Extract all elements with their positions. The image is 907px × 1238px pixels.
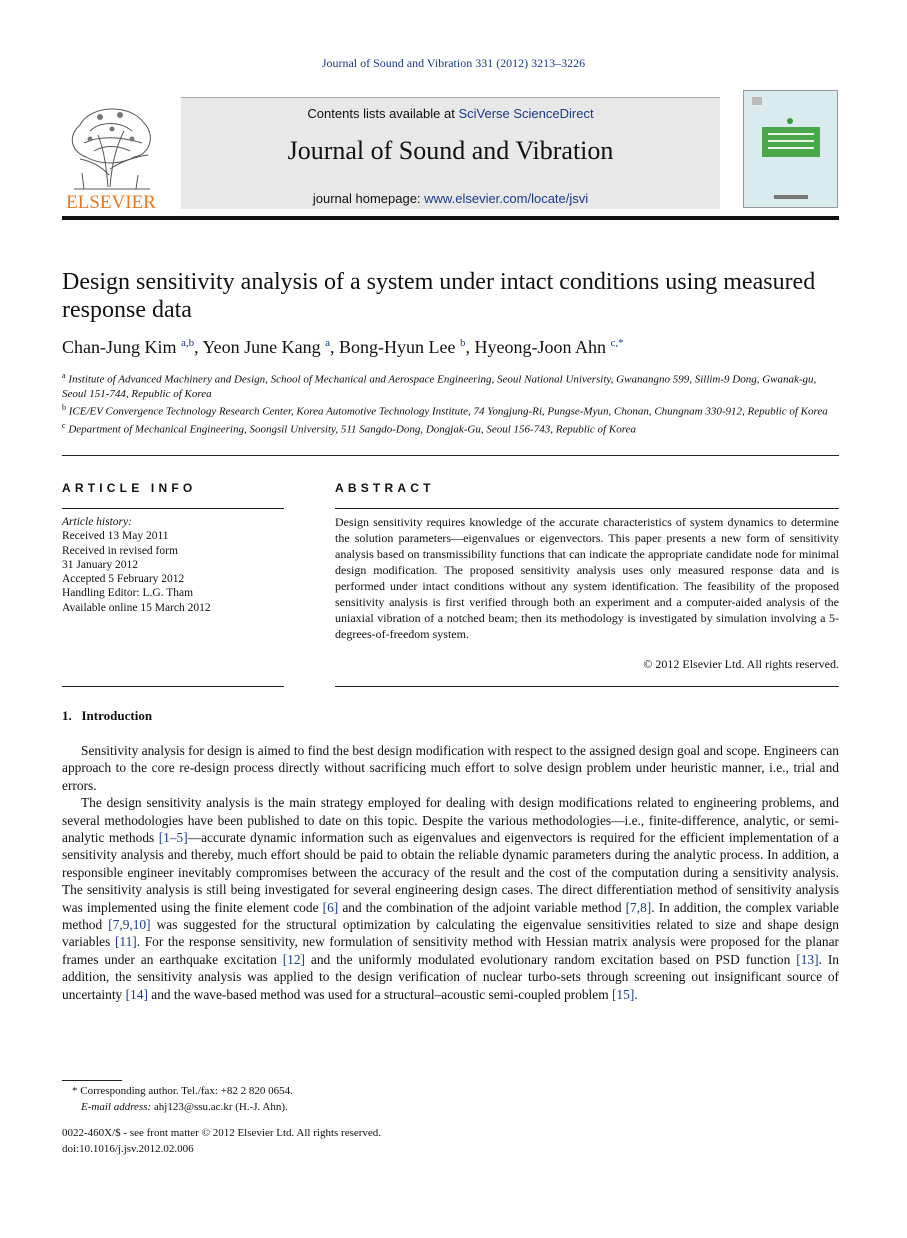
affiliation-mark: c: [62, 421, 66, 431]
front-matter: 0022-460X/$ - see front matter © 2012 Elsevier Ltd. All rights reserved.: [62, 1127, 382, 1139]
author-name[interactable]: Hyeong-Joon Ahn: [474, 337, 607, 357]
author-list: Chan-Jung Kim $^{a,b}$, Yeon June Kang $^a$, Bong-Hyun Lee $^b$, Hyeong-Joon Ahn $^{c,*}$: [62, 337, 624, 357]
affiliation: [62, 401, 842, 419]
text-run: was suggested for the structural optimization by calculating the eigenvalue sensitivities related to size and shape design variables: [62, 917, 839, 950]
footnotes: [62, 1084, 839, 1115]
citation-link[interactable]: [13]: [796, 951, 819, 967]
footnote-rule: [62, 1080, 122, 1081]
doi[interactable]: doi:10.1016/j.jsv.2012.02.006: [62, 1142, 194, 1155]
email-address[interactable]: ahj123@ssu.ac.kr (H.-J. Ahn).: [151, 1100, 288, 1113]
paper-title: Design sensitivity analysis of a system under intact conditions using measured response data: [62, 269, 816, 323]
history-item: Received 13 May 2011: [62, 530, 169, 543]
text-run: and the combination of the adjoint variable method: [338, 899, 626, 915]
article-info-heading: ARTICLE INFO: [62, 481, 197, 495]
homepage-line: [181, 191, 720, 206]
author-affiliation-mark[interactable]: c,*: [610, 337, 624, 349]
text-run: and the wave-based method was used for a structural–acoustic semi-coupled problem: [147, 986, 612, 1002]
journal-name: Journal of Sound and Vibration: [287, 136, 614, 165]
affiliation: [62, 369, 842, 401]
corresponding-author-note: * Corresponding author. Tel./fax: +82 2 820 0654.: [72, 1085, 293, 1097]
email-label: E-mail address:: [81, 1100, 152, 1113]
introduction-heading: 1. Introduction: [62, 708, 153, 723]
sciencedirect-link[interactable]: SciVerse ScienceDirect: [458, 106, 594, 121]
history-item: Available online 15 March 2012: [62, 601, 211, 614]
article-history: [62, 515, 284, 615]
author-name[interactable]: Chan-Jung Kim: [62, 337, 177, 357]
abstract-copyright: © 2012 Elsevier Ltd. All rights reserved.: [643, 657, 839, 671]
affiliation-mark: b: [62, 403, 66, 413]
abstract-rule: [335, 686, 839, 687]
affiliation: [62, 419, 842, 437]
abstract-text: Design sensitivity requires knowledge of the accurate characteristics of system dynamics to determine the solution parameters—eigenvalues or eigenvectors. This paper presents a new form of sensitivity analysis based on transmissibility functions that can indicate the appropriate candidate node for minimal design modification. The proposed sensitivity analysis uses only measured response data and is performed under intact conditions without any system identification. The feasibility of the proposed sensitivity analysis is first verified through both an experiment and a computer-aided analysis of the uniaxial vibration of a notched beam; then its methodology is investigated by simulation involving a 5-degrees-of-freedom system.: [335, 515, 839, 641]
affiliation-mark: a: [62, 371, 66, 380]
paragraph: Sensitivity analysis for design is aimed to find the best design modification with respect to the assigned design goal and scope. Engineers can approach to the core re-design process directly without sacrificing much effort to solve design problem under heuristic manner, i.e., trial and errors.: [62, 743, 839, 793]
citation-link[interactable]: [6]: [322, 899, 339, 915]
affiliation-text: ICE/EV Convergence Technology Research Center, Korea Automotive Technology Institute, 74 Yongjung-Ri, Pungse-Myun, Chonan, Chungnam 330-912, Republic of Korea: [68, 405, 828, 418]
contents-prefix: Contents lists available at: [307, 106, 459, 121]
author-affiliation-mark[interactable]: b: [460, 337, 466, 349]
journal-cover-icon: [744, 91, 837, 207]
author-name[interactable]: Bong-Hyun Lee: [339, 337, 456, 357]
text-run: . For the response sensitivity, new formulation of sensitivity method with Hessian matrix analysis were proposed for the planar frames under an earthquake excitation: [62, 934, 839, 967]
contents-line: [181, 106, 720, 121]
section-divider: [62, 455, 839, 456]
text-run: .: [634, 986, 638, 1002]
article-info-rule: [62, 686, 284, 687]
citation-link[interactable]: [7,9,10]: [108, 917, 151, 933]
email-note: [62, 1100, 839, 1116]
citation-link[interactable]: [14]: [125, 986, 148, 1002]
text-run: —accurate dynamic information such as eigenvalues and eigenvectors is required for the efficient implementation of a sensitivity analysis and thereby, much effort should be paid to obtain the reliable dynamic parameters during the analytic process. In addition, a responsible engineer inevitably compromises between the accuracy of the result and the cost of the computation during a sensitivity analysis. The sensitivity analysis is still being investigated for several engineering design cases. The direct differentiation method of sensitivity analysis was implemented using the finite element code: [62, 830, 839, 915]
history-label: Article history:: [62, 516, 132, 528]
citation-link[interactable]: [7,8]: [625, 899, 652, 915]
elsevier-tree-icon: [60, 95, 162, 211]
journal-cover-thumbnail[interactable]: [743, 90, 838, 208]
abstract-rule: [335, 508, 839, 509]
author-affiliation-mark[interactable]: a,b: [181, 337, 195, 349]
affiliation-text: Department of Mechanical Engineering, Soongsil University, 511 Sangdo-Dong, Dongjak-Gu, Seoul 156-743, Republic of Korea: [68, 423, 636, 436]
history-item: 31 January 2012: [62, 558, 139, 571]
author-name[interactable]: Yeon June Kang: [202, 337, 321, 357]
homepage-prefix: journal homepage:: [312, 191, 425, 206]
text-run: and the uniformly modulated evolutionary random excitation based on PSD function: [305, 951, 797, 967]
header-divider: [62, 216, 839, 220]
affiliations: [62, 369, 842, 437]
affiliation-text: Institute of Advanced Machinery and Design, School of Mechanical and Aerospace Engineering, Seoul National University, Gwanangno 599, Sillim-9 Dong, Gwanak-gu, Seoul 151-744, Republic of Korea: [62, 373, 817, 400]
journal-citation[interactable]: Journal of Sound and Vibration 331 (2012) 3213–3226: [321, 56, 586, 70]
author-affiliation-mark[interactable]: a: [325, 337, 331, 349]
text-run: . In addition, the sensitivity analysis was applied to the design verification of nuclear turbo-sets through screening out insignificant source of uncertainty: [62, 951, 839, 1002]
bottom-metadata: [62, 1126, 562, 1157]
text-run: The design sensitivity analysis is the main strategy employed for dealing with design modifications related to engineering problems, and several methodologies have been published to date on this topic. Despite the various methodologies—i.e., finite-difference, analytic, or semi-analytic methods: [62, 795, 839, 846]
homepage-link[interactable]: www.elsevier.com/locate/jsvi: [424, 191, 589, 206]
abstract-heading: ABSTRACT: [335, 481, 435, 495]
citation-link[interactable]: [1–5]: [158, 830, 188, 846]
text-run: . In addition, the complex variable method: [62, 899, 839, 933]
history-item: Handling Editor: L.G. Tham: [62, 587, 194, 600]
history-item: Accepted 5 February 2012: [62, 573, 185, 586]
citation-link[interactable]: [12]: [282, 951, 305, 967]
citation-link[interactable]: [15]: [611, 986, 635, 1002]
history-item: Received in revised form: [62, 544, 178, 557]
elsevier-logo[interactable]: [60, 95, 162, 211]
citation-link[interactable]: [11]: [114, 934, 137, 950]
article-info-rule: [62, 508, 284, 509]
journal-header-band: [181, 97, 720, 209]
publisher-wordmark: ELSEVIER: [66, 192, 156, 211]
paragraph: [62, 794, 839, 1003]
introduction-body: [62, 742, 839, 1003]
